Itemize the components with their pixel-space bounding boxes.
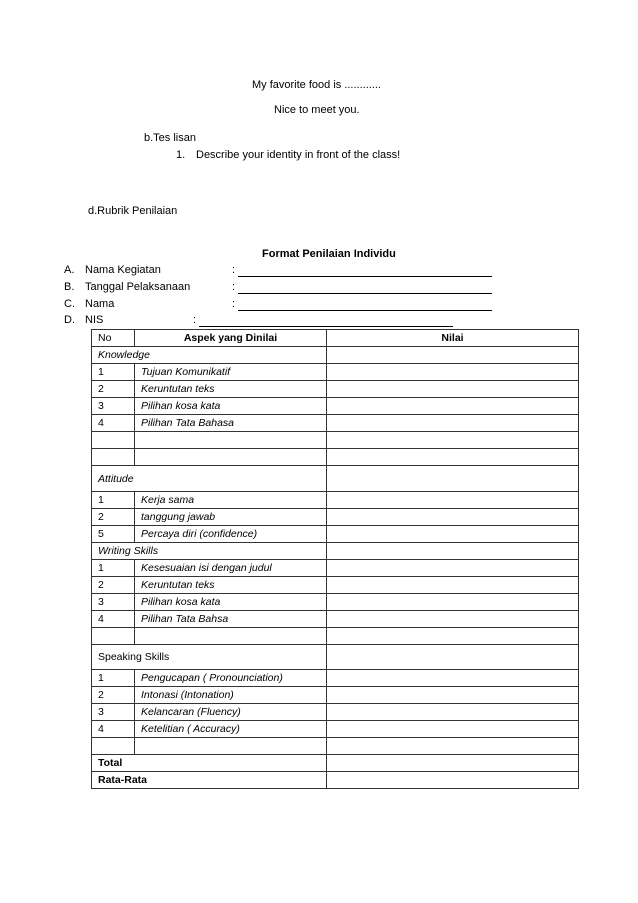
- empty-row: [92, 449, 579, 466]
- section-row-attitude: [92, 466, 579, 492]
- row-aspek: Keruntutan teks: [135, 577, 327, 594]
- section-row-knowledge: [92, 347, 579, 364]
- nis-input-line[interactable]: [199, 326, 453, 327]
- header-no: No: [92, 330, 135, 347]
- table-row: [92, 577, 579, 594]
- total-label: Total: [92, 755, 327, 772]
- row-no: 3: [92, 594, 135, 611]
- header-nilai: Nilai: [327, 330, 579, 347]
- row-no: 3: [92, 398, 135, 415]
- row-no: 4: [92, 415, 135, 432]
- table-row: [92, 670, 579, 687]
- nilai-cell[interactable]: [327, 721, 579, 738]
- row-no: 1: [92, 492, 135, 509]
- empty-row: [92, 738, 579, 755]
- field-letter: B.: [64, 281, 75, 293]
- table-row: [92, 721, 579, 738]
- row-aspek: Pilihan Tata Bahsa: [135, 611, 327, 628]
- row-aspek: [135, 432, 327, 449]
- section-label-attitude: Attitude: [92, 466, 327, 492]
- rata-rata-row: [92, 772, 579, 789]
- row-no: 2: [92, 381, 135, 398]
- row-aspek: Pengucapan ( Pronounciation): [135, 670, 327, 687]
- nilai-cell[interactable]: [327, 670, 579, 687]
- nilai-cell[interactable]: [327, 704, 579, 721]
- nilai-cell[interactable]: [327, 509, 579, 526]
- nilai-cell[interactable]: [327, 645, 579, 670]
- table-row: [92, 381, 579, 398]
- field-letter: C.: [64, 298, 75, 310]
- table-header-row: [92, 330, 579, 347]
- empty-row: [92, 628, 579, 645]
- row-no: [92, 449, 135, 466]
- row-aspek: [135, 738, 327, 755]
- table-row: [92, 687, 579, 704]
- row-no: 3: [92, 704, 135, 721]
- field-colon: :: [232, 298, 236, 310]
- nilai-cell[interactable]: [327, 628, 579, 645]
- row-aspek: [135, 628, 327, 645]
- row-no: 2: [92, 577, 135, 594]
- table-row: [92, 611, 579, 628]
- nilai-cell[interactable]: [327, 611, 579, 628]
- tes-lisan-heading: b.Tes lisan: [144, 132, 196, 144]
- field-label-tanggal-pelaksanaan: Tanggal Pelaksanaan: [85, 281, 191, 293]
- nama-input-line[interactable]: [238, 310, 492, 311]
- nilai-cell[interactable]: [327, 543, 579, 560]
- row-aspek: Kerja sama: [135, 492, 327, 509]
- empty-row: [92, 432, 579, 449]
- nilai-cell[interactable]: [327, 526, 579, 543]
- row-aspek: Kesesuaian isi dengan judul: [135, 560, 327, 577]
- nilai-cell[interactable]: [327, 492, 579, 509]
- nilai-cell[interactable]: [327, 347, 579, 364]
- row-aspek: Pilihan Tata Bahasa: [135, 415, 327, 432]
- section-row-speaking: [92, 645, 579, 670]
- row-no: 1: [92, 560, 135, 577]
- section-label-writing: Writing Skills: [92, 543, 327, 560]
- row-no: 1: [92, 364, 135, 381]
- table-row: [92, 364, 579, 381]
- field-letter: D.: [64, 314, 75, 326]
- field-colon: :: [232, 264, 236, 276]
- nilai-cell[interactable]: [327, 381, 579, 398]
- total-nilai-cell[interactable]: [327, 755, 579, 772]
- table-row: [92, 594, 579, 611]
- table-row: [92, 526, 579, 543]
- table-row: [92, 398, 579, 415]
- format-title: Format Penilaian Individu: [262, 248, 396, 260]
- total-row: [92, 755, 579, 772]
- table-row: [92, 492, 579, 509]
- tes-lisan-item-number: 1.: [176, 149, 186, 161]
- nilai-cell[interactable]: [327, 364, 579, 381]
- table-row: [92, 704, 579, 721]
- intro-line-nice-to-meet: Nice to meet you.: [274, 104, 360, 116]
- field-colon: :: [232, 281, 236, 293]
- table-row: [92, 560, 579, 577]
- nilai-cell[interactable]: [327, 687, 579, 704]
- nilai-cell[interactable]: [327, 577, 579, 594]
- row-no: [92, 738, 135, 755]
- nilai-cell[interactable]: [327, 738, 579, 755]
- row-aspek: Keruntutan teks: [135, 381, 327, 398]
- nilai-cell[interactable]: [327, 432, 579, 449]
- row-no: [92, 432, 135, 449]
- field-label-nama-kegiatan: Nama Kegiatan: [85, 264, 161, 276]
- rata-rata-nilai-cell[interactable]: [327, 772, 579, 789]
- intro-line-favorite-food: My favorite food is ............: [252, 79, 381, 91]
- row-no: [92, 628, 135, 645]
- row-no: 5: [92, 526, 135, 543]
- row-aspek: Kelancaran (Fluency): [135, 704, 327, 721]
- nilai-cell[interactable]: [327, 415, 579, 432]
- row-aspek: Pilihan kosa kata: [135, 398, 327, 415]
- nama-kegiatan-input-line[interactable]: [238, 276, 492, 277]
- row-no: 2: [92, 687, 135, 704]
- tanggal-pelaksanaan-input-line[interactable]: [238, 293, 492, 294]
- section-row-writing: [92, 543, 579, 560]
- field-label-nama: Nama: [85, 298, 115, 310]
- row-aspek: Intonasi (Intonation): [135, 687, 327, 704]
- field-letter: A.: [64, 264, 75, 276]
- header-aspek: Aspek yang Dinilai: [135, 330, 327, 347]
- row-aspek: Ketelitian ( Accuracy): [135, 721, 327, 738]
- nilai-cell[interactable]: [327, 449, 579, 466]
- row-aspek: Tujuan Komunikatif: [135, 364, 327, 381]
- field-colon: :: [193, 314, 197, 326]
- section-label-knowledge: Knowledge: [92, 347, 327, 364]
- row-no: 4: [92, 721, 135, 738]
- section-label-speaking: Speaking Skills: [92, 645, 327, 670]
- row-no: 2: [92, 509, 135, 526]
- row-aspek: Percaya diri (confidence): [135, 526, 327, 543]
- row-aspek: Pilihan kosa kata: [135, 594, 327, 611]
- table-row: [92, 415, 579, 432]
- table-row: [92, 509, 579, 526]
- row-no: 1: [92, 670, 135, 687]
- row-no: 4: [92, 611, 135, 628]
- row-aspek: tanggung jawab: [135, 509, 327, 526]
- rubric-table: [91, 329, 579, 789]
- rata-rata-label: Rata-Rata: [92, 772, 327, 789]
- nilai-cell[interactable]: [327, 398, 579, 415]
- nilai-cell[interactable]: [327, 560, 579, 577]
- nilai-cell[interactable]: [327, 594, 579, 611]
- tes-lisan-item-text: Describe your identity in front of the class!: [196, 149, 401, 161]
- nilai-cell[interactable]: [327, 466, 579, 492]
- field-label-nis: NIS: [85, 314, 104, 326]
- row-aspek: [135, 449, 327, 466]
- rubrik-heading: d.Rubrik Penilaian: [88, 205, 178, 217]
